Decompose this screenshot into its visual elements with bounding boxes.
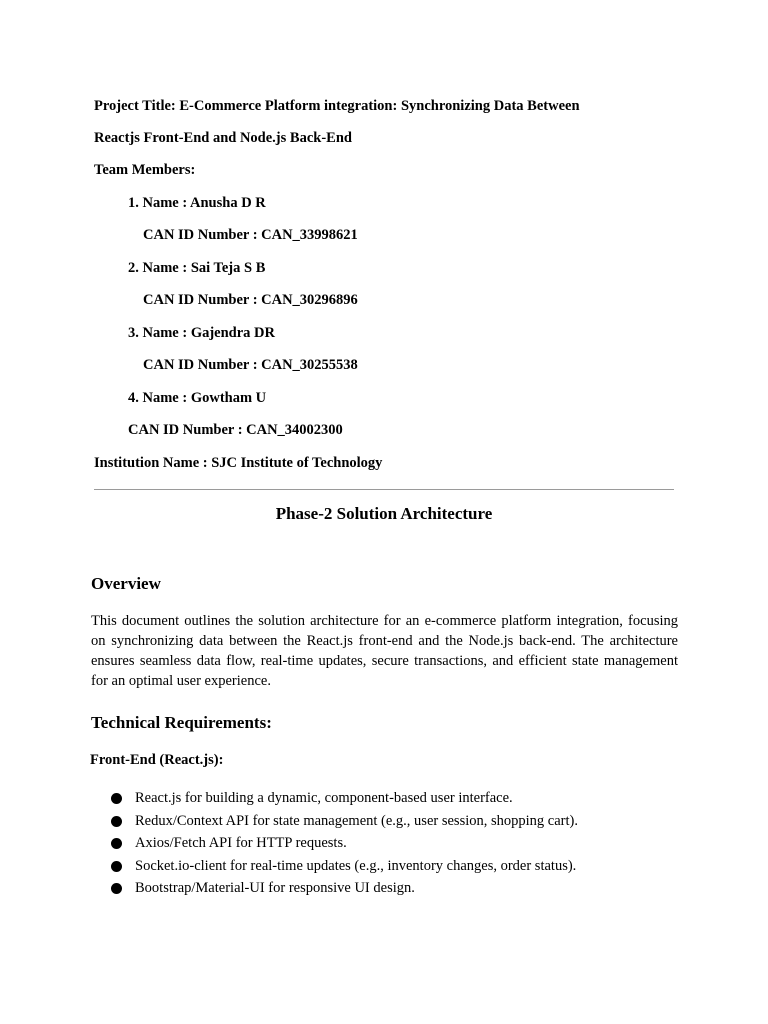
bullet-icon	[111, 816, 122, 827]
frontend-label: Front-End (React.js):	[90, 752, 224, 768]
overview-heading: Overview	[91, 574, 161, 593]
list-item	[111, 788, 691, 811]
bullet-icon	[111, 838, 122, 849]
member-1-name: 1. Name : Anusha D R	[128, 195, 266, 211]
member-2-can-id: CAN ID Number : CAN_30296896	[143, 292, 358, 308]
list-item-text: Bootstrap/Material-UI for responsive UI design.	[135, 880, 415, 896]
frontend-requirements-list	[111, 788, 691, 901]
list-item-text: React.js for building a dynamic, component-based user interface.	[135, 790, 513, 806]
member-3-can-id: CAN ID Number : CAN_30255538	[143, 357, 358, 373]
member-4-can-id: CAN ID Number : CAN_34002300	[128, 422, 343, 438]
overview-paragraph: This document outlines the solution architecture for an e-commerce platform integration, focusing on synchronizing data between the React.js front-end and the Node.js back-end. The architecture ensures seamless data flow, real-time updates, secure transactions, and efficient state management for an optimal user experience.	[91, 613, 678, 689]
member-1-can-id: CAN ID Number : CAN_33998621	[143, 227, 358, 243]
bullet-icon	[111, 883, 122, 894]
member-3-name: 3. Name : Gajendra DR	[128, 325, 275, 341]
bullet-icon	[111, 861, 122, 872]
technical-requirements-heading: Technical Requirements:	[91, 713, 272, 732]
list-item-text: Redux/Context API for state management (e.g., user session, shopping cart).	[135, 812, 578, 829]
institution-name: Institution Name : SJC Institute of Technology	[94, 455, 383, 471]
project-title-line-1: Project Title: E-Commerce Platform integration: Synchronizing Data Between	[94, 98, 580, 114]
list-item	[111, 878, 691, 901]
phase-title: Phase-2 Solution Architecture	[275, 504, 493, 523]
list-item	[111, 811, 691, 834]
project-title-line-2: Reactjs Front-End and Node.js Back-End	[94, 130, 352, 146]
list-item-text: Socket.io-client for real-time updates (e.g., inventory changes, order status).	[135, 857, 577, 874]
horizontal-divider	[94, 489, 674, 490]
list-item-text: Axios/Fetch API for HTTP requests.	[135, 835, 347, 851]
bullet-icon	[111, 793, 122, 804]
list-item	[111, 856, 691, 879]
team-members-label: Team Members:	[94, 162, 196, 178]
member-4-name: 4. Name : Gowtham U	[128, 390, 267, 406]
member-2-name: 2. Name : Sai Teja S B	[128, 260, 266, 276]
list-item	[111, 833, 691, 856]
